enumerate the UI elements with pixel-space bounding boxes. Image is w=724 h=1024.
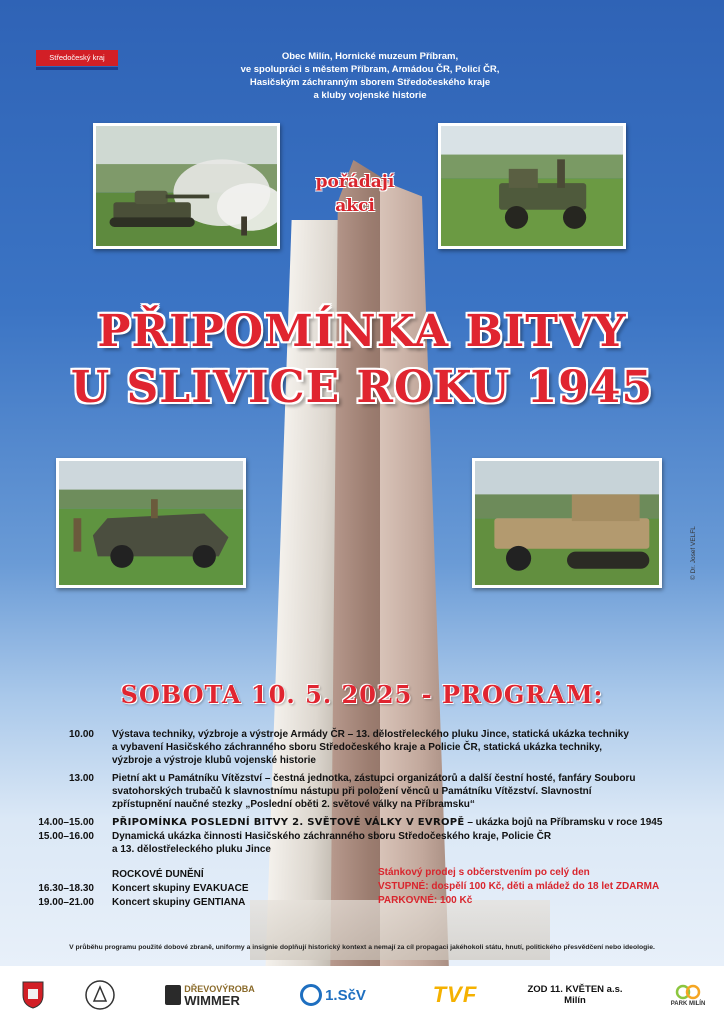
sponsor-logos [0, 966, 724, 1024]
hornicke-muzeum-logo-icon [80, 966, 120, 1024]
schedule-highlight: PŘIPOMÍNKA POSLEDNÍ BITVY 2. SVĚTOVÉ VÁLKY V EVROPĚ [112, 817, 465, 828]
sev-logo [298, 966, 368, 1024]
wimmer-text: WIMMER [184, 993, 240, 1008]
photo-halftrack [472, 458, 662, 588]
sev-ring-icon [300, 984, 322, 1006]
schedule-time: 13.00 [68, 773, 94, 784]
sales-line: PARKOVNÉ: 100 Kč [378, 895, 473, 906]
sales-line: Stánkový prodej s občerstvením po celý den [378, 867, 590, 878]
schedule-line: výzbroje a výstroje klubů vojenské historie [112, 755, 316, 766]
wimmer-mark-icon [165, 985, 181, 1005]
region-tag: Středočeský kraj [36, 50, 118, 66]
sales-line: VSTUPNÉ: dospělí 100 Kč, děti a mládež do 18 let ZDARMA [378, 881, 660, 892]
sev-text: 1.SčV [325, 986, 366, 1004]
organizers-line: Obec Milín, Hornické muzeum Příbram, [281, 51, 459, 62]
schedule-time: 14.00–15.00 [38, 817, 94, 828]
schedule-time: 15.00–16.00 [38, 831, 94, 842]
poradaji-line: akci [335, 196, 375, 216]
rock-time: 19.00–21.00 [38, 897, 94, 908]
schedule-line: svatohorských trubačů k slavnostnímu nástupu při položení věnců u Památníku Vítězství. Slavnostní [112, 786, 592, 797]
main-title-line-2: U SLIVICE ROKU 1945 [70, 362, 654, 413]
organizers-text [170, 50, 570, 102]
park-milin-text: PARK MILÍN [670, 1001, 706, 1007]
monument-base [250, 900, 550, 960]
organizers-line: a kluby vojenské historie [313, 90, 427, 101]
program-heading: SOBOTA 10. 5. 2025 - PROGRAM: [120, 680, 604, 709]
park-milin-icon [675, 983, 701, 1001]
schedule-line: a 13. dělostřeleckého pluku Jince [112, 844, 271, 855]
zod-text: ZOD 11. KVĚTEN a.s. [527, 984, 623, 995]
disclaimer: V průběhu programu použité dobové zbraně, uniformy a insignie doplňují historický kontext a nemají za cíl propagaci jakéhokoli státu, hnutí, politického přesvědčení nebo ideologie. [69, 944, 655, 951]
photo-armored-car [56, 458, 246, 588]
schedule-time: 10.00 [68, 729, 94, 740]
photo-tank [93, 123, 280, 249]
schedule-text [112, 772, 702, 811]
tvf-text: TVF [432, 982, 478, 1007]
schedule-line: – ukázka bojů na Příbramsku v roce 1945 [464, 817, 663, 828]
schedule-text [112, 830, 702, 856]
photo-jeep [438, 123, 626, 249]
rock-text: Koncert skupiny EVAKUACE [112, 883, 249, 894]
tvf-logo [420, 966, 490, 1024]
poradaji-text [300, 170, 410, 218]
poradaji-line: pořádají [315, 172, 395, 192]
rock-title: ROCKOVÉ DUNĚNÍ [112, 869, 204, 880]
sales-info [378, 866, 659, 908]
organizers-line: Hasičským záchranným sborem Středočeského kraje [249, 77, 491, 88]
rock-time: 16.30–18.30 [38, 883, 94, 894]
park-milin-logo [660, 966, 716, 1024]
schedule-text [112, 728, 702, 767]
organizers-line: ve spolupráci s městem Příbram, Armádou ČR, Policí ČR, [240, 64, 500, 75]
photo-credit: © Dr. Josef VELFL [690, 526, 697, 580]
zod-subtext: Milín [564, 995, 586, 1006]
rock-text: Koncert skupiny GENTIANA [112, 897, 246, 908]
schedule-line: Výstava techniky, výzbroje a výstroje Armády ČR – 13. dělostřeleckého pluku Jince, statická ukázka techniky [112, 729, 629, 740]
zod-logo [520, 966, 630, 1024]
drevovyroba-text: DŘEVOVÝROBA [184, 984, 255, 994]
drevovyroba-wimmer-logo [162, 966, 258, 1024]
schedule-text [112, 816, 702, 829]
schedule-line: a vybavení Hasičského záchranného sboru Středočeského kraje a Policie ČR, statická ukázka techniky, [112, 742, 603, 753]
main-title-line-1: PŘIPOMÍNKA BITVY [97, 306, 627, 357]
schedule-line: zpřístupnění naučné stezky „Poslední oběti 2. světové války na Příbramsku“ [112, 799, 475, 810]
schedule-line: Dynamická ukázka činnosti Hasičského záchranného sboru Středočeského kraje, Policie ČR [112, 831, 552, 842]
schedule-line: Pietní akt u Památníku Vítězství – čestná jednotka, zástupci organizátorů a další čestní hosté, fanfáry Souboru [112, 773, 636, 784]
milin-coat-of-arms-icon [18, 966, 48, 1024]
